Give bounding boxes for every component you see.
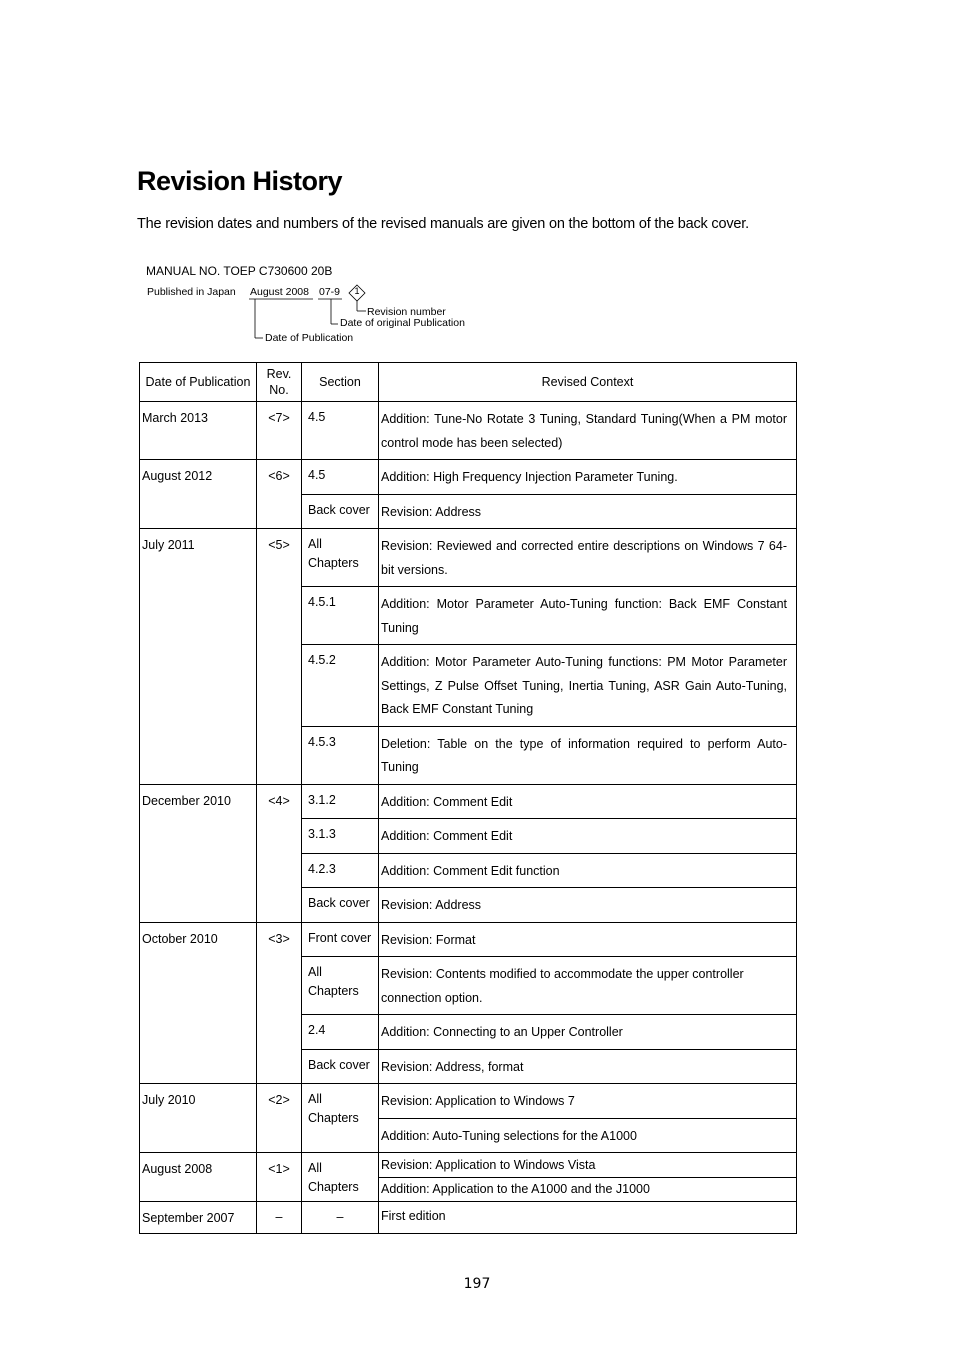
cell-context: Addition: Motor Parameter Auto-Tuning function: Back EMF Constant Tuning: [379, 587, 797, 645]
table-row: [140, 1153, 797, 1178]
cell-context: Addition: Tune-No Rotate 3 Tuning, Standard Tuning(When a PM motor control mode has been selected): [379, 402, 797, 460]
header-rev: Rev. No.: [257, 363, 302, 402]
cell-rev: <5>: [257, 529, 302, 785]
cell-section: 2.4: [302, 1015, 379, 1050]
cell-date: December 2010: [140, 784, 257, 922]
cell-context: Revision: Contents modified to accommodate the upper controller connection option.: [379, 957, 797, 1015]
cell-date: October 2010: [140, 922, 257, 1084]
cell-context: Revision: Address, format: [379, 1049, 797, 1084]
intro-text: The revision dates and numbers of the revised manuals are given on the bottom of the back cover.: [137, 216, 749, 232]
sample-published-in: Published in Japan: [147, 286, 236, 298]
header-context: Revised Context: [379, 363, 797, 402]
table-row: [140, 922, 797, 957]
cell-context: First edition: [379, 1202, 797, 1234]
cell-rev: <4>: [257, 784, 302, 922]
cell-section: All Chapters: [302, 957, 379, 1015]
cell-rev: <3>: [257, 922, 302, 1084]
cell-rev: <7>: [257, 402, 302, 460]
cell-section: All Chapters: [302, 529, 379, 587]
cell-section: Back cover: [302, 494, 379, 529]
cell-rev: <2>: [257, 1084, 302, 1153]
manual-number-sample: [0, 0, 954, 360]
cell-section: Front cover: [302, 922, 379, 957]
cell-section: Back cover: [302, 1049, 379, 1084]
cell-section: 4.5: [302, 460, 379, 495]
cell-section: Back cover: [302, 888, 379, 923]
cell-context: Addition: Comment Edit: [379, 819, 797, 854]
table-row: [140, 784, 797, 819]
revision-table: [139, 362, 797, 1234]
cell-date: July 2011: [140, 529, 257, 785]
table-row: [140, 1202, 797, 1234]
label-original-publication: Date of original Publication: [340, 317, 465, 329]
cell-context: Revision: Address: [379, 494, 797, 529]
cell-section: 4.5.2: [302, 645, 379, 727]
page-number: 197: [463, 1276, 491, 1292]
cell-section: 4.2.3: [302, 853, 379, 888]
table-row: [140, 1084, 797, 1119]
cell-context: Addition: Comment Edit: [379, 784, 797, 819]
sample-rev-num: 1: [354, 286, 360, 296]
table-row: [140, 460, 797, 495]
cell-context: Revision: Application to Windows 7: [379, 1084, 797, 1119]
cell-section: 4.5.3: [302, 726, 379, 784]
cell-context: Addition: Connecting to an Upper Controller: [379, 1015, 797, 1050]
cell-context: Deletion: Table on the type of information required to perform Auto-Tuning: [379, 726, 797, 784]
header-section: Section: [302, 363, 379, 402]
table-header-row: [140, 363, 797, 402]
sample-pub-date: August 2008: [250, 286, 309, 298]
cell-date: March 2013: [140, 402, 257, 460]
cell-section: 3.1.3: [302, 819, 379, 854]
cell-section: All Chapters: [302, 1084, 379, 1153]
cell-section: –: [302, 1202, 379, 1234]
cell-context: Addition: Auto-Tuning selections for the A1000: [379, 1118, 797, 1153]
label-date-of-publication: Date of Publication: [265, 332, 354, 344]
cell-rev: <6>: [257, 460, 302, 529]
label-revision-number: Revision number: [367, 306, 446, 318]
sample-orig-date: 07-9: [319, 286, 341, 298]
cell-section: All Chapters: [302, 1153, 379, 1202]
page-title: Revision History: [137, 166, 343, 196]
cell-date: August 2012: [140, 460, 257, 529]
cell-section: 4.5.1: [302, 587, 379, 645]
table-row: [140, 402, 797, 460]
cell-context: Addition: Application to the A1000 and the J1000: [379, 1178, 797, 1202]
cell-date: September 2007: [140, 1202, 257, 1234]
cell-context: Addition: Comment Edit function: [379, 853, 797, 888]
sample-callout-lines: [0, 0, 954, 360]
cell-context: Addition: High Frequency Injection Parameter Tuning.: [379, 460, 797, 495]
table-row: [140, 529, 797, 587]
sample-manual-no: MANUAL NO. TOEP C730600 20B: [146, 264, 333, 278]
cell-rev: <1>: [257, 1153, 302, 1202]
cell-context: Revision: Application to Windows Vista: [379, 1153, 797, 1178]
cell-section: 3.1.2: [302, 784, 379, 819]
cell-date: August 2008: [140, 1153, 257, 1202]
cell-context: Addition: Motor Parameter Auto-Tuning functions: PM Motor Parameter Settings, Z Pulse Offset Tuning, Inertia Tuning, ASR Gain Auto-Tuning, Back EMF Constant Tuning: [379, 645, 797, 727]
cell-rev: –: [257, 1202, 302, 1234]
cell-context: Revision: Address: [379, 888, 797, 923]
cell-section: 4.5: [302, 402, 379, 460]
header-date: Date of Publication: [140, 363, 257, 402]
cell-context: Revision: Reviewed and corrected entire descriptions on Windows 7 64-bit versions.: [379, 529, 797, 587]
cell-context: Revision: Format: [379, 922, 797, 957]
cell-date: July 2010: [140, 1084, 257, 1153]
